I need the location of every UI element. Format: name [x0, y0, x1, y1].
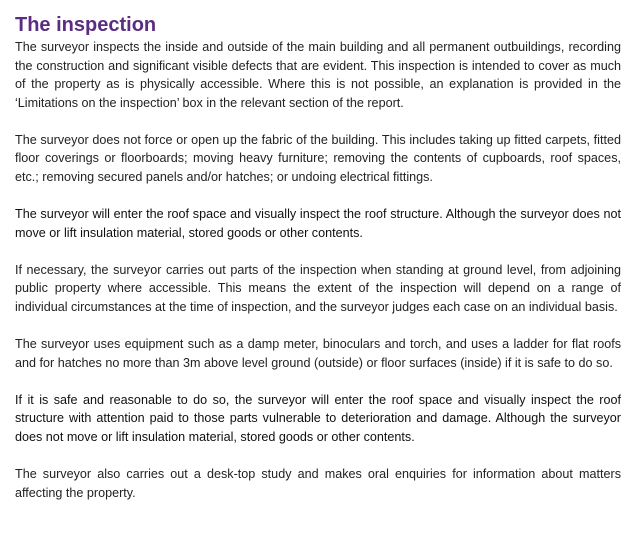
paragraph-scope: The surveyor inspects the inside and outside of the main building and all permanent outbuildings, recording the construction and significant visible defects that are evident. This inspection is intended to cover as much of the property as is physically accessible. Where this is not possible, an explanation is provided in the ‘Limitations on the inspection’ box in the relevant section of the report.	[15, 40, 621, 110]
paragraph-equipment: The surveyor uses equipment such as a damp meter, binoculars and torch, and uses a ladder for flat roofs and for hatches no more than 3m above level ground (outside) or floor surfaces (inside) if it is safe to do so.	[15, 337, 621, 370]
paragraph-roof-structure: If it is safe and reasonable to do so, the surveyor will enter the roof space and visually inspect the roof structure with attention paid to those parts vulnerable to deterioration and damage. Although the surveyor does not move or lift insulation material, stored goods or other contents.	[15, 392, 621, 444]
paragraph-roof-space: The surveyor will enter the roof space and visually inspect the roof structure. Although the surveyor does not move or lift insulation material, stored goods or other contents.	[15, 207, 621, 240]
paragraph-desk-top-study: The surveyor also carries out a desk-top study and makes oral enquiries for information about matters affecting the property.	[15, 467, 621, 500]
document-page	[15, 13, 621, 502]
paragraph-ground-level: If necessary, the surveyor carries out parts of the inspection when standing at ground level, from adjoining public property where accessible. This means the extent of the inspection will depend on a range of individual circumstances at the time of inspection, and the surveyor judges each case on an individual basis.	[15, 262, 621, 315]
paragraph-no-force: The surveyor does not force or open up the fabric of the building. This includes taking up fitted carpets, fitted floor coverings or floorboards; moving heavy furniture; removing the contents of cupboards, roof spaces, etc.; removing secured panels and/or hatches; or undoing electrical fittings.	[15, 132, 621, 185]
section-title: The inspection	[15, 14, 157, 36]
